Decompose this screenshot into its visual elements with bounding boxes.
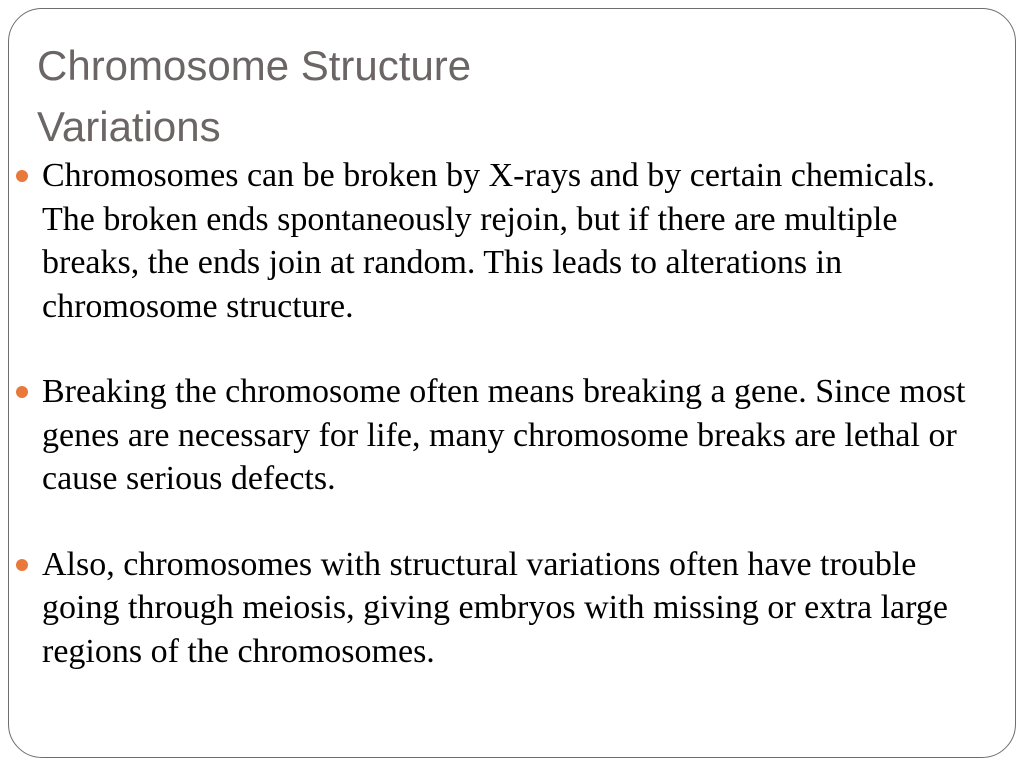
- bullet-item: [12, 543, 972, 674]
- bullet-text: Chromosomes can be broken by X-rays and by certain chemicals. The broken ends spontaneously rejoin, but if there are multiple breaks, the ends join at random. This leads to alterations in chromosome structure.: [42, 157, 936, 325]
- slide-title-line-1: Chromosome Structure: [37, 42, 472, 89]
- bullet-item: [12, 370, 972, 501]
- slide-title-line-2: Variations: [37, 103, 221, 150]
- bullet-dot-icon: [16, 170, 28, 182]
- slide-title: [37, 35, 737, 157]
- bullet-list: [12, 154, 972, 715]
- bullet-text: Also, chromosomes with structural variations often have trouble going through meiosis, giving embryos with missing or extra large regions of the chromosomes.: [42, 545, 948, 670]
- bullet-dot-icon: [16, 559, 28, 571]
- bullet-dot-icon: [16, 386, 28, 398]
- bullet-text: Breaking the chromosome often means breaking a gene. Since most genes are necessary for life, many chromosome breaks are lethal or cause serious defects.: [42, 373, 966, 497]
- bullet-item: [12, 154, 972, 328]
